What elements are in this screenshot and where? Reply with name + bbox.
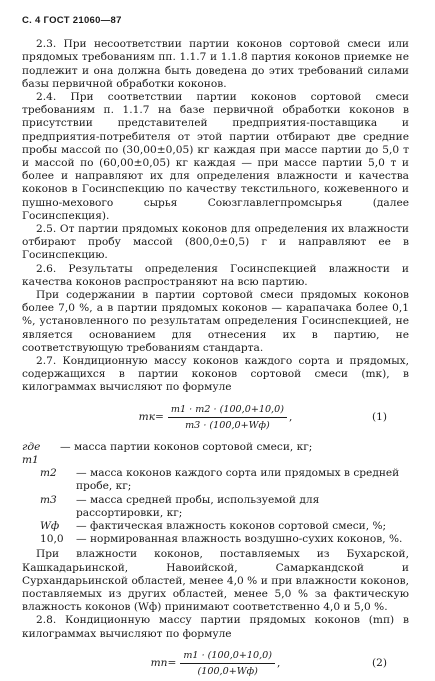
formula-2-numerator: m1 · (100,0+10,0): [180, 649, 275, 664]
formula-1-fraction: [168, 403, 287, 432]
definition-text: — масса коконов каждого сорта или прядомых в средней пробе, кг;: [76, 467, 400, 493]
formula-1-comma: ,: [288, 411, 293, 424]
formula-2-lhs: mп=: [150, 657, 177, 670]
paragraph-2-7: 2.7. Кондиционную массу коконов каждого сорта и прядомых, содержащихся в партии коконов сортовой смеси (mк), в килограммах вычисляют по формуле: [22, 355, 409, 394]
definition-symbol: m2: [40, 467, 57, 480]
definition-symbol: Wф: [40, 519, 60, 532]
definition-symbol: 10,0: [40, 533, 64, 546]
formula-2-comma: ,: [277, 657, 281, 670]
definition-item: [22, 441, 409, 467]
definitions-list: [22, 441, 409, 547]
paragraph-2-3: 2.3. При несоответствии партии коконов сортовой смеси или прядомых требованиям пп. 1.1.7 и 1.1.8 партия коконов приемке не подлежит и она должна быть доведена до этих требований силами базы первичной обработки коконов.: [22, 38, 409, 90]
formula-2-denominator: (100,0+Wф): [197, 666, 258, 678]
paragraph-2-6: 2.6. Результаты определения Госинспекцией влажности и качества коконов распространяют на всю партию.: [22, 262, 409, 288]
page-header: С. 4 ГОСТ 21060—87: [22, 15, 122, 26]
formula-1-denominator: m3 · (100,0+Wф): [185, 420, 270, 432]
formula-1-lhs: mк=: [138, 411, 164, 424]
paragraph-2-5: 2.5. От партии прядомых коконов для определения их влажности отбирают пробу массой (800,0±0,5) г и направляют ее в Госинспекцию.: [22, 223, 409, 262]
definition-item: [22, 520, 409, 533]
definition-symbol: где m1: [22, 440, 41, 466]
formula-2: [22, 647, 409, 681]
formula-2-fraction: [180, 649, 275, 678]
formula-2-number: (2): [371, 656, 387, 669]
formula-1: [22, 401, 409, 435]
paragraph-moisture: При влажности коконов, поставляемых из Бухарской, Кашкадарьинской, Навоийской, Самаркандской и Сурхандарьинской областей, менее 4,0 % и при влажности коконов, поставляемых из других областей, менее 5,0 % за фактическую влажность коконов (Wф) принимают соответственно 4,0 и 5,0 %.: [22, 548, 409, 614]
definition-text: — фактическая влажность коконов сортовой смеси, %;: [76, 519, 387, 532]
formula-1-numerator: m1 · m2 · (100,0+10,0): [168, 403, 287, 418]
definition-symbol: m3: [40, 493, 57, 506]
definition-item: [22, 467, 409, 493]
paragraph-2-4: 2.4. При соответствии партии коконов сортовой смеси требованиям п. 1.1.7 на базе первичной обработки коконов в присутствии представителей предприятия-поставщика и предприятия-потребителя от этой партии отбирают две средние пробы массой по (30,00±0,05) кг каждая при массе партии до 5,0 т и массой по (60,00±0,05) кг каждая — при массе партии 5,0 т и более и направляют их для определения влажности и качества коконов в Госинспекцию по качеству текстильного, кожевенного и пушно-мехового сырья Союзглавлегпромсырья (далее Госинспекция).: [22, 91, 409, 222]
formula-1-number: (1): [371, 410, 387, 423]
definition-item: [22, 494, 409, 520]
definition-text: — нормированная влажность воздушно-сухих коконов, %.: [76, 533, 403, 546]
definition-text: — масса средней пробы, используемой для рассортировки, кг;: [76, 493, 320, 519]
paragraph-2-6-content: При содержании в партии сортовой смеси прядомых коконов более 7,0 %, а в партии прядомых коконов — карапачака более 0,1 %, установленного по результатам определения Госинспекцией, не является основанием для отнесения их в партию, не соответствующую требованиям стандарта.: [22, 289, 409, 354]
paragraph-2-8: 2.8. Кондиционную массу партии прядомых коконов (mп) в килограммах вычисляют по формуле: [22, 614, 409, 640]
definition-item: [22, 533, 409, 546]
definition-text: — масса партии коконов сортовой смеси, кг;: [60, 440, 313, 453]
